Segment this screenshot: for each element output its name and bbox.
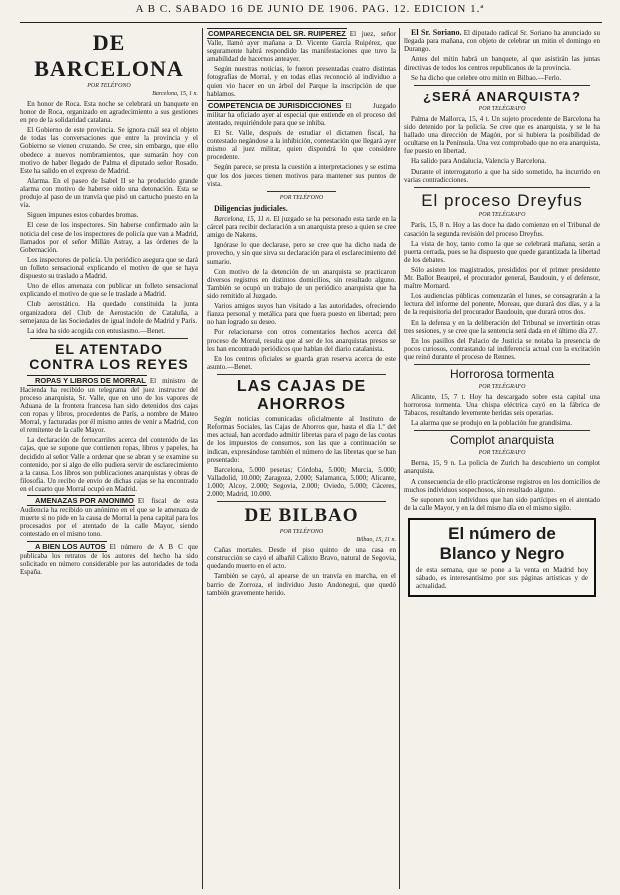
column-rule-2 [399,28,400,889]
dreyfus-headline: El proceso Dreyfus [421,190,583,210]
horrorosa-byline: POR TELÉGRAFO [478,384,526,391]
sera-byline: POR TELÉGRAFO [478,105,526,112]
section-divider [217,501,386,502]
paragraph: Berna, 15, 9 n. La policía de Zurich ha descubierto un complot anarquista. [404,459,600,476]
blanco-y-negro-advert [408,518,596,597]
diligencias-subhead: Diligencias judiciales. [214,203,288,213]
ropas-text: El ministro de Hacienda ha recibido un telegrama del juez instructor del proceso anarquista, Sr. Valle, que en uno de los vapores de Aduana de la frontera francesa han sido detenidos dos cajas con ropas y libros, procedentes de París, a nombre de Mateo Morral, y facturadas por él mismo antes de venir a Madrid, con el remitente de la calle Mayor. [20,376,198,435]
comparecencia-text: El juez, señor Valle, llamó ayer mañana a D. Vicente García Ruipérez, que seguramente habrá respondido las manifestaciones que tuvo la amabilidad de hacernos anteayer. [207,30,396,64]
advert-text: de esta semana, que se pone a la venta en Madrid hoy sábado, es interesantísimo por sus páginas artísticas y de actualidad. [416,566,588,591]
competencia-subhead: COMPETENCIA DE JURISDICCIONES [208,100,342,110]
sera-headline: ¿SERÁ ANARQUISTA? [423,88,581,104]
paragraph: Uno de ellos amenaza con publicar un folleto sensacional explicando el motivo de que se le traslade a Madrid. [20,282,198,299]
complot-byline: POR TELÉGRAFO [478,450,526,457]
diligencias-text: El juzgado se ha personado esta tarde en la cárcel para recibir declaración a un anarquista preso a quien se cree amigo de Nakens. [207,214,396,240]
paragraph: Se suponen son individuos que han sido partícipes en el atentado de la calle Mayor, y en la del mismo día en el mismo sigilo. [404,495,600,512]
paragraph: Los inspectores de policía. Un periódico asegura que se dará un folleto sensacional explicando el motivo de que se haya dispuesto su traslado a Madrid. [20,255,198,281]
paragraph: Se ha dicho que celebre otro mitin en Bilbao.—Ferlo. [411,73,562,82]
horrorosa-headline: Horrorosa tormenta [449,367,555,382]
dreyfus-byline: POR TELÉGRAFO [478,212,526,219]
barcelona-headline: DE BARCELONA [34,30,184,81]
paragraph: Cañas mortales. Desde el piso quinto de una casa en construcción se cayó el albañil Calixto Bravo, natural de Segovia, quedando muerto en el acto. [207,546,396,571]
paragraph: Los audiencias públicas comenzarán el lunes, se consagrarán a la lectura del informe del ponente, Moreau, que durará dos días, y a la de la requisitoria del procurador Baudouin, que durará otros dos. [404,292,600,317]
paragraph: Alarma. En el paseo de Isabel II se ha producido grande alarma con motivo de haberse oído una detonación. Esta se produjo al paso de un tranvía que pisó un cartucho puesto en la vía. [20,176,198,210]
section-divider [414,85,590,86]
competencia-text: El Juzgado militar ha oficiado ayer al especial que entiende en el proceso del atentado, requiriéndole para que se inhiba. [207,101,396,127]
paragraph: Por relacionarse con otros comentarios hechos acerca del proceso de Morral, resulta que al ser de los anarquistas presos se les han encontrado periódicos que hablan del diario catalanista. [207,328,396,353]
paragraph: La declaración de ferrocarriles acerca del contenido de las cajas, que se supone que contienen ropas, libros y papeles, ha decidido al señor Valle a ordenar que se abran y se examine su contenido, por si algo de ello pudiera servir de esclarecimiento a la causa. Los libros son publicaciones anarquistas y obras de filosofía. Un recibo de envío de dichas cajas se ha encontrado en el cuarto que Morral ocupó en Madrid. [20,436,198,493]
section-divider [267,191,336,192]
section-divider [30,338,188,339]
advert-title-line2: Blanco y Negro [439,543,565,563]
section-divider [414,187,590,188]
paragraph: Siguen impunes estos cobardes bromas. [27,211,139,220]
ropas-subhead: ROPAS Y LIBROS DE MORRAL [27,375,147,386]
paragraph: El cese de los inspectores. Sin haberse confirmado aún la noticia del cese de los inspectores de policía que van a Madrid, llamados por el señor Millán Astray, a las órdenes de la Gobernación. [20,221,198,254]
advert-title-line1: El número de [448,523,556,543]
paragraph: En los centros oficiales se guarda gran reserva acerca de este asunto.—Benet. [207,354,396,371]
paragraph: Alicante, 15, 7 t. Hoy ha descargado sobre esta capital una horrorosa tormenta. Una chispa eléctrica cayó en la fábrica de Tabacos, resultando levemente heridas seis operarias. [404,393,600,418]
paragraph: El Gobierno de este provincia. Se ignora cuál sea el objeto de todas las conversaciones que entre la provincia y el Gobierno se vienen cruzando. Se cree, sin embargo, que ello obedece a nuevos nombramientos, que sumarán hoy con motivo de haber llegado de Palma el diputado señor Rosado. Este ha salido en el expreso de Madrid. [20,126,198,175]
diligencias-byline: POR TELÉFONO [279,194,324,201]
paragraph: En los pasillos del Palacio de Justicia se notaba la presencia de pocos curiosos, contrastando tal indiferencia actual con la excitación que reinó durante el proceso de Rennes. [404,336,600,362]
paragraph: Club aerostático. Ha quedado constituida la junta organizadora del Club de Aerostación de Cataluña, a semejanza de las Sociedades de igual índole de Madrid y París. [20,300,198,325]
amenazas-text: El fiscal de esta Audiencia ha recibido un anónimo en el que se le amenaza de muerte si no pide en la causa de Morral la pena capital para los procesados por el atentado de la calle Mayor, siendo contestado en el mismo tono. [20,497,198,539]
running-header: A B C. SABADO 16 DE JUNIO DE 1906. PAG. 12. EDICION 1.ª [135,3,485,15]
paragraph: Sólo asisten los magistrados, presididos por el primer presidente Mr. Ballot Beaupré, el procurador general, Baudouin, y el defensor, maître Mornard. [404,265,600,291]
bilbao-dateline: Bilbao, 15, 11 n. [356,537,396,544]
column-1 [20,28,198,889]
paragraph: La alarma que se produjo en la población fue grandísima. [411,419,572,428]
paragraph: La vista de hoy, tanto como la que se celebrará mañana, serán a puerta cerrada, pues se ha dispuesto que quede garantizada la libertad de los debates. [404,239,600,264]
amenazas-subhead: AMENAZAS POR ANONIMO [27,495,135,506]
header-rule [20,22,602,23]
paragraph: La idea ha sido acogida con entusiasmo.—Benet. [27,326,166,335]
atentado-headline: EL ATENTADO CONTRA LOS REYES [29,340,189,373]
diligencias-dateline: Barcelona, 15, 11 n. [214,214,272,223]
barcelona-byline: POR TELÉFONO [87,83,131,90]
bilbao-byline: POR TELÉFONO [279,529,324,536]
column-2 [207,28,396,889]
paragraph: El Sr. Valle, después de estudiar el dictamen fiscal, ha contestado negándose a la inhibición, contestación que llegará ayer mismo al juez militar, quien dispondrá lo que considere procedente. [207,128,396,162]
paragraph: Varios amigos suyos han visitado a las autoridades, ofreciendo fianza personal y metálica para que fuera puesto en libertad; pero no han logrado su deseo. [207,302,396,327]
soriano-text: El diputado radical Sr. Soriano ha anunciado su llegada para mañana, con objeto de celebrar un mitin el domingo en Durango. [404,29,600,54]
paragraph: Con motivo de la detención de un anarquista se practicaron diversos registros en distintos domicilios, sin resultado alguno. También se ocupó un trabajo de un periódico anarquista que ha sido remitido al Juzgado. [207,267,396,300]
section-divider [414,364,590,365]
paragraph: Según nuestras noticias, le fueron presentadas cuatro distintas fotografías de Morral, y en todas ellas reconoció al individuo a quien vio hacer en un árbol del Parque la inscripción de que hablamos. [207,65,396,98]
cajas-headline: LAS CAJAS DE AHORROS [236,377,367,413]
barcelona-dateline: Barcelona, 15, 1 n. [152,90,198,97]
complot-headline: Complot anarquista [449,433,555,448]
column-rule-1 [202,28,203,889]
autor-text: El número de A B C que publicaba los retratos de los autores del hecho ha sido solicitado en número considerable por las autoridades de toda España. [20,542,198,576]
comparecencia-subhead: COMPARECENCIA DEL SR. RUIPEREZ [208,29,346,38]
paragraph: Según noticias comunicadas oficialmente al Instituto de Reformas Sociales, las Cajas de Ahorros que, hasta el día 1.º del mes actual, han acordado admitir libretas para el pago de las cuotas de los impuestos de consumos, son las que a continuación se indican, expresándose también el número de las libretas que se han presentado: [207,415,396,464]
soriano-subhead: El Sr. Soriano. [411,28,462,37]
paragraph: Palma de Mallorca, 15, 4 t. Un sujeto procedente de Barcelona ha sido detenido por la policía. Se cree que es anarquista, y se le ha hallado una dirección de Magón, por si hubiera la posibilidad de ocultarse en la Península. Una vez comprobado que no era anarquista, fue puesto en libertad. [404,114,600,156]
paragraph: Ignórase lo que declarase, pero se cree que ha dicho nada de provecho, y sin que sirva su declaración para el esclarecimiento del sumario. [207,241,396,266]
column-3 [404,28,600,889]
paragraph: Antes del mitin habrá un banquete, al que asistirán las juntas directivas de todos los centros republicanos de la provincia. [404,55,600,72]
section-divider [217,374,386,375]
paragraph: Barcelona, 5.000 pesetas; Córdoba, 5.000; Murcia, 5.000; Valladolid, 10.000; Zaragoza, 2.000; Salamanca, 5.000; Alicante, 1.000; Alcoy, 2.000; Segovia, 2.000; Oviedo, 5.000; Cáceres, 2.000; Madrid, 10.000. [207,465,396,499]
paragraph: En honor de Roca. Esta noche se celebrará un banquete en honor de Roca, organizado en agradecimiento a sus gestiones en pro de la solidaridad catalana. [20,99,198,125]
paragraph: En la defensa y en la deliberación del Tribunal se invertirán otras tres sesiones, y se cree que la sentencia será dada en el último día 27. [404,318,600,335]
autor-subhead: A BIEN LOS AUTOS [27,541,107,552]
paragraph: Durante el interrogatorio a que ha sido sometido, ha incurrido en varias contradicciones. [404,167,600,184]
paragraph: A consecuencia de ello practicáronse registros en los domicilios de muchos individuos sospechosos, sin resultado alguno. [404,477,600,494]
paragraph: Según parece, se presta la cuestión a interpretaciones y se estima que los dos jueces tienen motivos para mantener sus puntos de vista. [207,163,396,188]
bilbao-headline: DE BILBAO [244,505,359,527]
section-divider [414,430,590,431]
paragraph: París, 15, 8 n. Hoy a las doce ha dado comienzo en el Tribunal de casación la segunda revisión del proceso Dreyfus. [404,221,600,238]
paragraph: También se cayó, al apearse de un tranvía en marcha, en el barrio de Zorroza, el individuo Justo Andonegui, que quedó también gravemente herido. [207,572,396,597]
paragraph: Ha salido para Andalucía, Valencia y Barcelona. [411,157,547,166]
